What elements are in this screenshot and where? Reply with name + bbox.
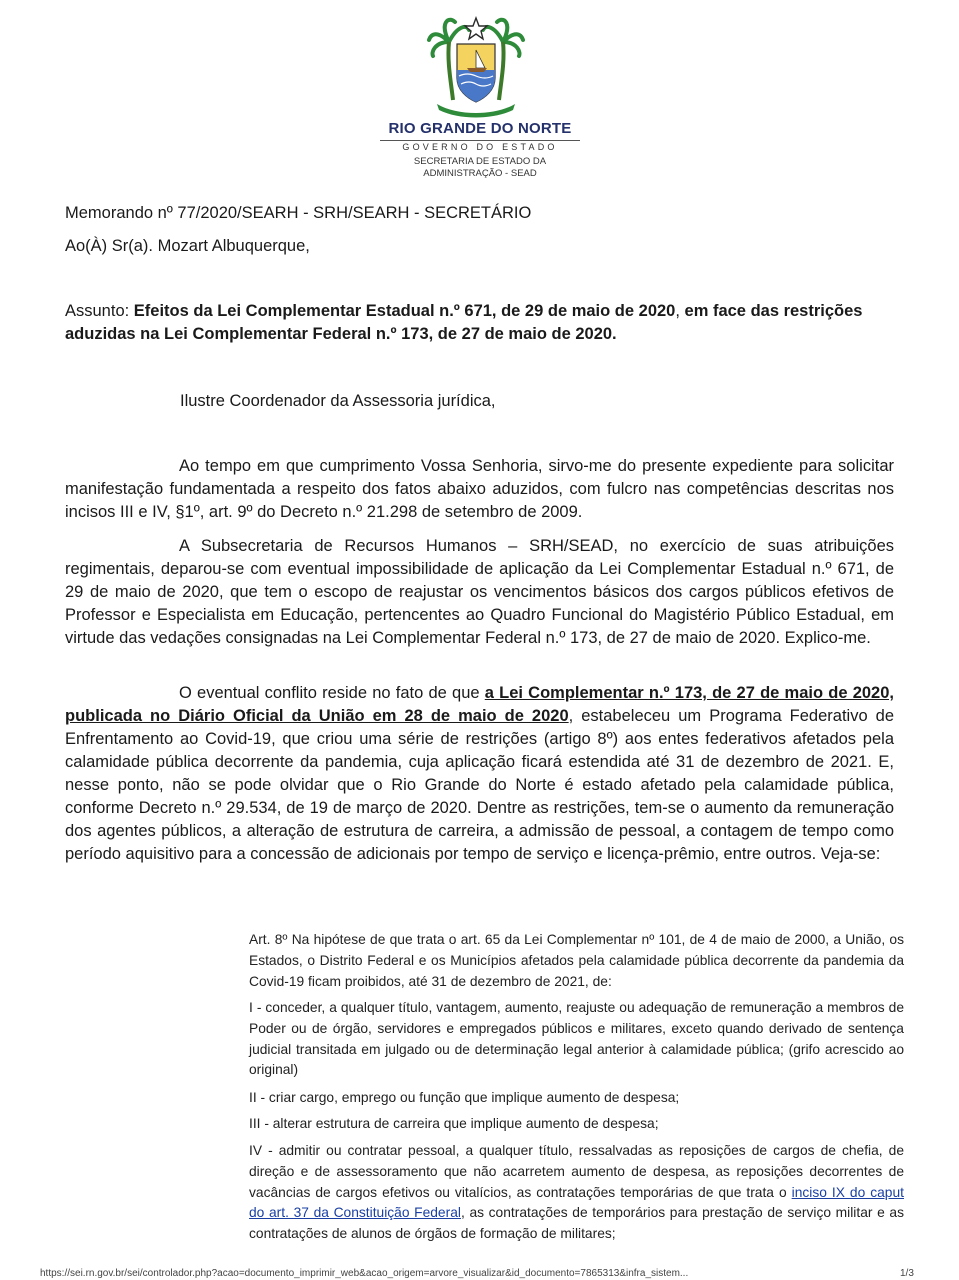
paragraph-1 xyxy=(65,455,894,524)
memo-subject xyxy=(65,300,895,346)
memo-number: Memorando nº 77/2020/SEARH - SRH/SEARH - SECRETÁRIO xyxy=(65,204,532,222)
subject-separator: , xyxy=(675,302,685,320)
quote-item-3: III - alterar estrutura de carreira que implique aumento de despesa; xyxy=(249,1116,659,1131)
print-footer-url: https://sei.rn.gov.br/sei/controlador.php?acao=documento_imprimir_web&acao_origem=arvore_visualizar&id_documento=7865313&infra_sistem... xyxy=(40,1268,689,1279)
paragraph-3-start: O eventual conflito reside no fato de que xyxy=(179,684,485,702)
quote-item-1: I - conceder, a qualquer título, vantagem, aumento, reajuste ou adequação de remuneração a membros de Poder ou de órgão, servidores e empregados públicos e militares, exceto quando derivado de sentença judicial transitada em julgado ou de determinação legal anterior à calamidade pública; (grifo acrescido ao original) xyxy=(249,1000,904,1078)
constitution-link[interactable]: inciso IX do caput do art. 37 da Constituição Federal xyxy=(249,1184,904,1221)
org-name: RIO GRANDE DO NORTE xyxy=(388,120,572,137)
subject-text-1b: em face das restrições xyxy=(684,302,863,320)
paragraph-1-text: Ao tempo em que cumprimento Vossa Senhoria, sirvo-me do presente expediente para solicitar manifestação fundamentada a respeito dos fatos abaixo aduzidos, com fulcro nas competências descritas nos incisos III e IV, §1º, art. 9º do Decreto n.º 21.298 de setembro de 2009. xyxy=(65,457,894,521)
paragraph-3-end: , estabeleceu um Programa Federativo de Enfrentamento ao Covid-19, que criou uma série de restrições (artigo 8º) aos entes federativos afetados pela calamidade pública decorrente da pandemia, cuja aplicação ficará estendida até 31 de dezembro de 2021. E, nesse ponto, não se pode olvidar que o Rio Grande do Norte é estado afetado pela calamidade pública, conforme Decreto n.º 29.534, de 19 de março de 2020. Dentre as restrições, tem-se o aumento da remuneração dos agentes públicos, a alteração de estrutura de carreira, a admissão de pessoal, a contagem de tempo como período aquisitivo para a concessão de adicionais por tempo de serviço e licença-prêmio, entre outros. Veja-se: xyxy=(65,707,894,863)
org-subtitle: GOVERNO DO ESTADO xyxy=(380,140,580,152)
quote-item-4-end: , as contratações de temporários para prestação de serviço militar e as contratações de alunos de órgãos de formação de militares; xyxy=(249,1205,905,1242)
memo-addressee: Ao(À) Sr(a). Mozart Albuquerque, xyxy=(65,237,310,255)
subject-text-1: Efeitos da Lei Complementar Estadual n.º 671, de 29 de maio de 2020 xyxy=(133,302,676,320)
quote-item-2: II - criar cargo, emprego ou função que implique aumento de despesa; xyxy=(249,1090,680,1105)
paragraph-2-text: A Subsecretaria de Recursos Humanos – SRH/SEAD, no exercício de suas atribuições regimentais, deparou-se com eventual impossibilidade de aplicação da Lei Complementar Estadual n.º 671, de 29 de maio de 2020, que tem o escopo de reajustar os vencimentos básicos dos cargos públicos efetivos de Professor e Especialista em Educação, pertencentes ao Quadro Funcional do Magistério Público Estadual, em virtude das vedações consignadas na Lei Complementar Federal n.º 173, de 27 de maio de 2020. Explico-me. xyxy=(65,537,894,647)
subject-text-2: aduzidas na Lei Complementar Federal n.º 173, de 27 de maio de 2020. xyxy=(65,325,617,343)
quote-item-4 xyxy=(249,1141,904,1245)
quote-art8: Art. 8º Na hipótese de que trata o art. 65 da Lei Complementar nº 101, de 4 de maio de 2000, a União, os Estados, o Distrito Federal e os Municípios afetados pela calamidade pública decorrente da pandemia da Covid-19 ficam proibidos, até 31 de dezembro de 2021, de: xyxy=(249,932,904,989)
print-footer-page: 1/3 xyxy=(900,1268,914,1279)
department-line-1: SECRETARIA DE ESTADO DA xyxy=(413,156,547,167)
paragraph-3-emphasis: a Lei Complementar n.º 173, de 27 de maio de 2020, publicada no Diário Oficial da União em 28 de maio de 2020 xyxy=(65,684,894,725)
paragraph-2 xyxy=(65,535,894,650)
department-line-2: ADMINISTRAÇÃO - SEAD xyxy=(423,168,537,179)
quote-item-4-start: IV - admitir ou contratar pessoal, a qualquer título, ressalvadas as reposições de cargos de chefia, de direção e de assessoramento que não acarretem aumento de despesa, as reposições decorrentes de vacâncias de cargos efetivos ou vitalícios, as contratações temporárias de que trata o xyxy=(249,1143,904,1200)
subject-label: Assunto: xyxy=(65,302,134,320)
paragraph-3 xyxy=(65,682,894,866)
department-name xyxy=(370,156,590,180)
state-coat-of-arms-icon xyxy=(427,12,525,118)
salutation: Ilustre Coordenador da Assessoria jurídica, xyxy=(180,392,496,410)
